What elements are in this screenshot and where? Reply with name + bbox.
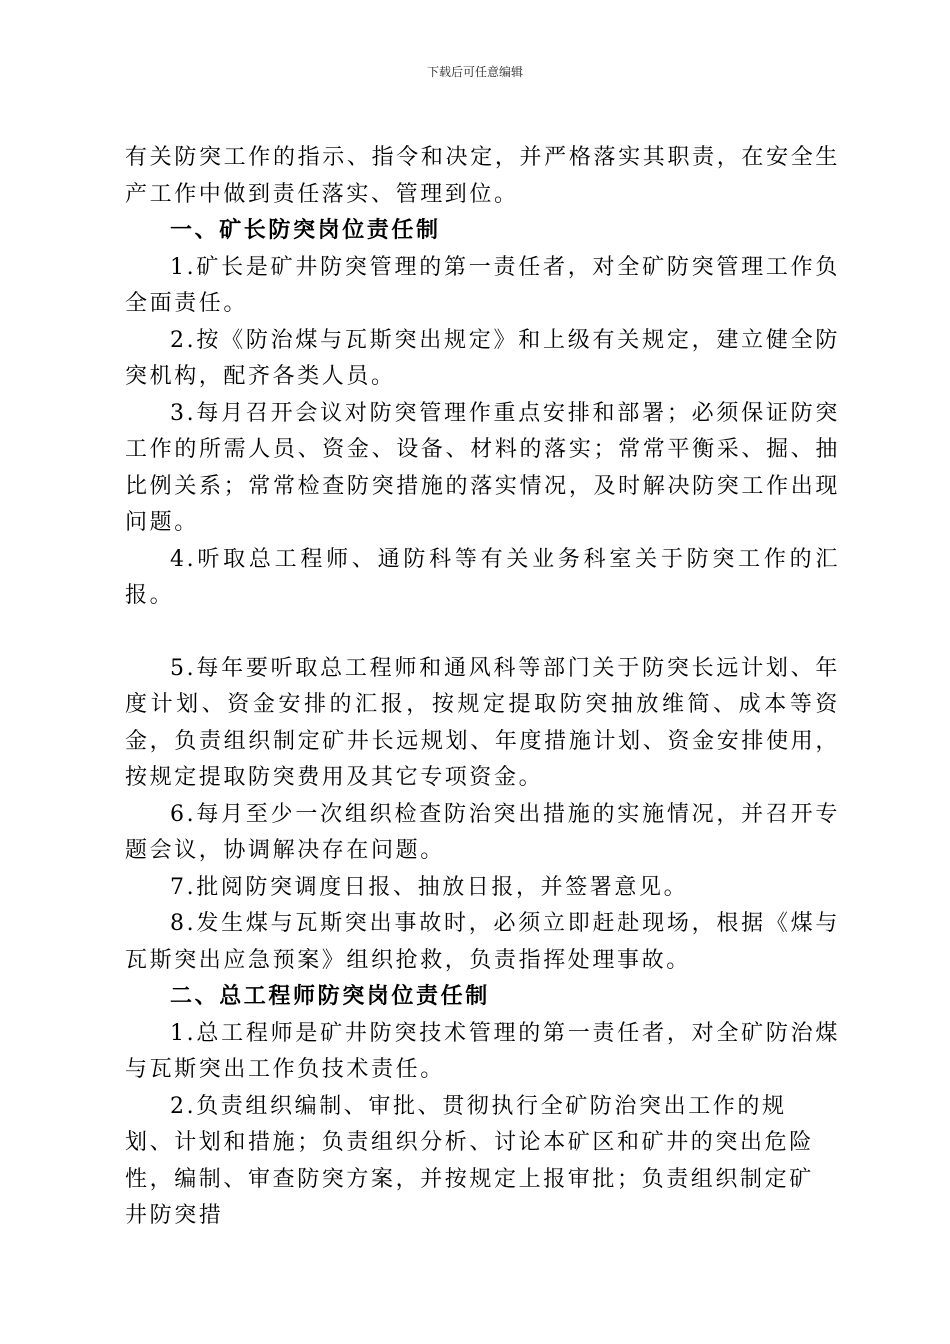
clause-1-5: 5.每年要听取总工程师和通风科等部门关于防突长远计划、年度计划、资金安排的汇报，按规定提取防突抽放维简、成本等资金，负责组织制定矿井长远规划、年度措施计划、资金安排使用，按规定提取防突费用及其它专项资金。 bbox=[125, 655, 840, 790]
clause-1-7: 7.批阅防突调度日报、抽放日报，并签署意见。 bbox=[170, 874, 689, 900]
section-heading-chief-engineer: 二、总工程师防突岗位责任制 bbox=[170, 984, 490, 1009]
blank-line bbox=[125, 615, 840, 651]
page-header: 下载后可任意编辑 bbox=[426, 65, 523, 79]
clause-2-2: 2.负责组织编制、审批、贯彻执行全矿防治突出工作的规划、计划和措施；负责组织分析、讨论本矿区和矿井的突出危险性，编制、审查防突方案，并按规定上报审批；负责组织制定矿井防突措 bbox=[125, 1093, 814, 1228]
paragraph-continuation: 有关防突工作的指示、指令和决定，并严格落实其职责，在安全生产工作中做到责任落实、管理到位。 bbox=[125, 145, 840, 207]
clause-1-2: 2.按《防治煤与瓦斯突出规定》和上级有关规定，建立健全防突机构，配齐各类人员。 bbox=[125, 327, 840, 389]
clause-2-1: 1.总工程师是矿井防突技术管理的第一责任者，对全矿防治煤与瓦斯突出工作负技术责任。 bbox=[125, 1020, 840, 1082]
clause-1-1: 1.矿长是矿井防突管理的第一责任者，对全矿防突管理工作负全面责任。 bbox=[125, 254, 840, 316]
clause-1-6: 6.每月至少一次组织检查防治突出措施的实施情况，并召开专题会议，协调解决存在问题。 bbox=[125, 801, 840, 863]
clause-1-4: 4.听取总工程师、通防科等有关业务科室关于防突工作的汇报。 bbox=[125, 546, 840, 608]
clause-1-3: 3.每月召开会议对防突管理作重点安排和部署；必须保证防突工作的所需人员、资金、设备、材料的落实；常常平衡采、掘、抽比例关系；常常检查防突措施的落实情况，及时解决防突工作出现问题。 bbox=[125, 400, 840, 535]
clause-1-8: 8.发生煤与瓦斯突出事故时，必须立即赶赴现场，根据《煤与瓦斯突出应急预案》组织抢救，负责指挥处理事故。 bbox=[125, 911, 840, 973]
document-body bbox=[125, 140, 840, 1235]
section-heading-mine-director: 一、矿长防突岗位责任制 bbox=[170, 218, 441, 243]
